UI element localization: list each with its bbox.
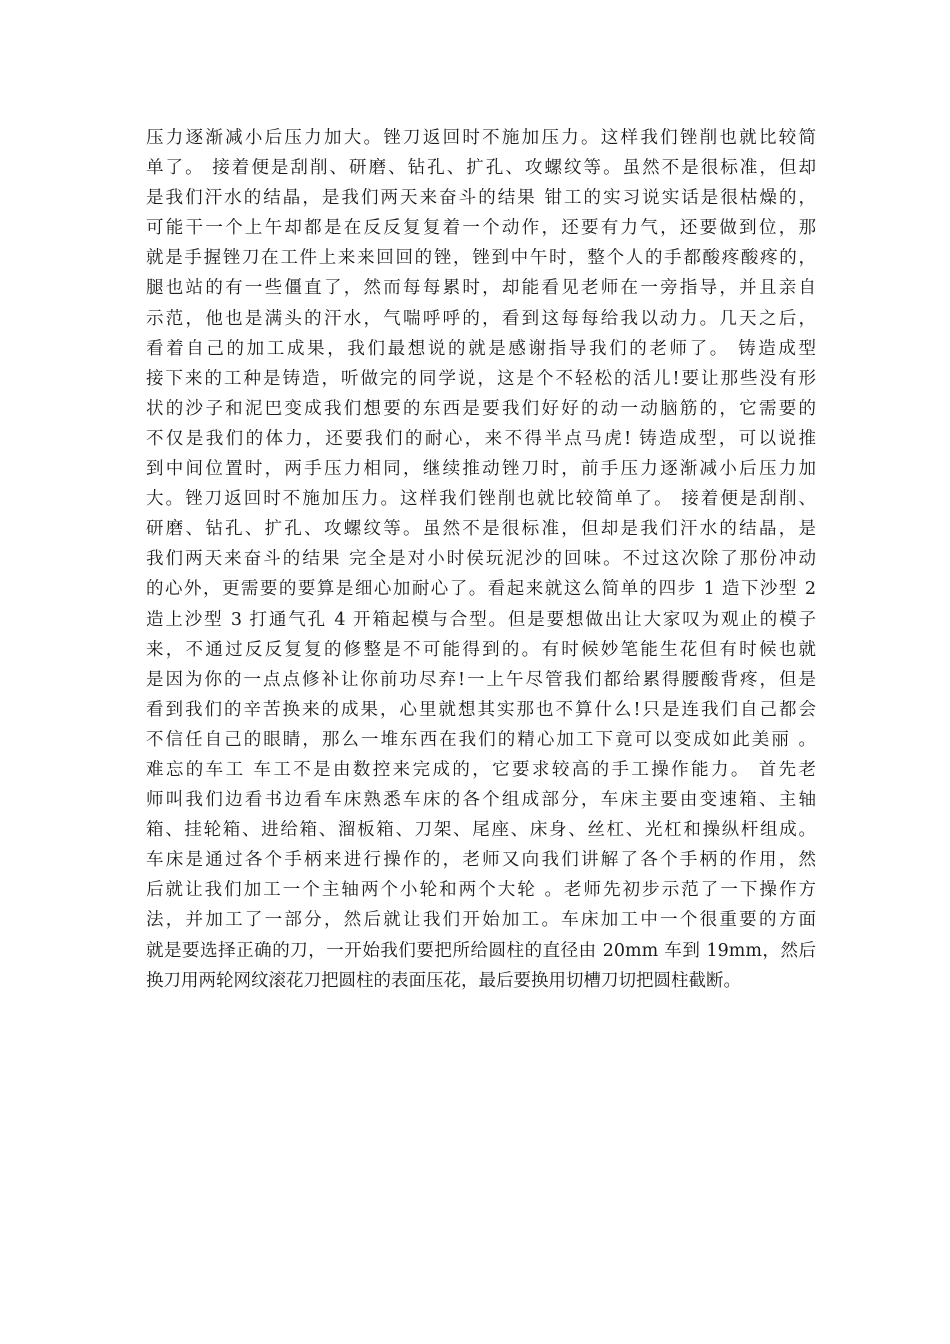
- text-line: 大。锉刀返回时不施加压力。这样我们锉削也就比较简单了。 接着便是刮削、: [146, 489, 816, 510]
- text-line: 研磨、钻孔、扩孔、攻螺纹等。虽然不是很标准，但却是我们汗水的结晶，是: [146, 519, 816, 540]
- text-line: 难忘的车工 车工不是由数控来完成的，它要求较高的手工操作能力。 首先老: [146, 759, 816, 780]
- text-line: 法，并加工了一部分，然后就让我们开始加工。车床加工中一个很重要的方面: [146, 910, 816, 931]
- text-line: 后就让我们加工一个主轴两个小轮和两个大轮 。老师先初步示范了一下操作方: [146, 880, 816, 901]
- text-line: 压力逐渐减小后压力加大。锉刀返回时不施加压力。这样我们锉削也就比较简: [146, 128, 816, 148]
- text-line: 箱、挂轮箱、进给箱、溜板箱、刀架、尾座、床身、丝杠、光杠和操纵杆组成。: [146, 820, 816, 841]
- text-line: 车床是通过各个手柄来进行操作的，老师又向我们讲解了各个手柄的作用，然: [146, 850, 816, 871]
- text-line: 看着自己的加工成果，我们最想说的就是感谢指导我们的老师了。 铸造成型: [146, 338, 816, 359]
- text-line: 不信任自己的眼睛，那么一堆东西在我们的精心加工下竟可以变成如此美丽 。: [146, 729, 816, 750]
- text-line: 到中间位置时，两手压力相同，继续推动锉刀时，前手压力逐渐减小后压力加: [146, 459, 816, 480]
- text-line: 接下来的工种是铸造，听做完的同学说，这是个不轻松的活儿!要让那些没有形: [146, 368, 816, 389]
- text-line: 可能干一个上午却都是在反反复复着一个动作，还要有力气，还要做到位，那: [146, 218, 816, 239]
- text-line: 单了。 接着便是刮削、研磨、钻孔、扩孔、攻螺纹等。虽然不是很标准，但却: [146, 158, 816, 179]
- text-line: 看到我们的辛苦换来的成果，心里就想其实那也不算什么!只是连我们自己都会: [146, 699, 816, 720]
- text-line: 示范，他也是满头的汗水，气喘呼呼的，看到这每每给我以动力。几天之后，: [146, 308, 816, 329]
- text-line: 的心外，更需要的要算是细心加耐心了。看起来就这么简单的四步 1 造下沙型 2: [146, 579, 816, 600]
- text-line: 不仅是我们的体力，还要我们的耐心，来不得半点马虎! 铸造成型，可以说推: [146, 428, 816, 449]
- text-line: 换刀用两轮网纹滚花刀把圆柱的表面压花，最后要换用切槽刀切把圆柱截断。: [146, 970, 741, 991]
- body-text: [146, 123, 816, 996]
- text-line: 是因为你的一点点修补让你前功尽弃!一上午尽管我们都给累得腰酸背疼，但是: [146, 669, 816, 690]
- text-line: 师叫我们边看书边看车床熟悉车床的各个组成部分，车床主要由变速箱、主轴: [146, 790, 816, 811]
- text-line: 来，不通过反反复复的修整是不可能得到的。有时候妙笔能生花但有时候也就: [146, 639, 816, 660]
- text-line: 状的沙子和泥巴变成我们想要的东西是要我们好好的动一动脑筋的，它需要的: [146, 398, 816, 419]
- text-line: 是我们汗水的结晶，是我们两天来奋斗的结果 钳工的实习说实话是很枯燥的，: [146, 188, 816, 209]
- text-line: 造上沙型 3 打通气孔 4 开箱起模与合型。但是要想做出让大家叹为观止的模子: [146, 609, 816, 630]
- text-line: 腿也站的有一些僵直了，然而每每累时，却能看见老师在一旁指导，并且亲自: [146, 278, 816, 299]
- text-line: 就是要选择正确的刀，一开始我们要把所给圆柱的直径由 20mm 车到 19mm，然后: [146, 940, 816, 961]
- text-line: 就是手握锉刀在工件上来来回回的锉，锉到中午时，整个人的手都酸疼酸疼的，: [146, 248, 816, 269]
- text-line: 我们两天来奋斗的结果 完全是对小时侯玩泥沙的回味。不过这次除了那份冲动: [146, 549, 816, 570]
